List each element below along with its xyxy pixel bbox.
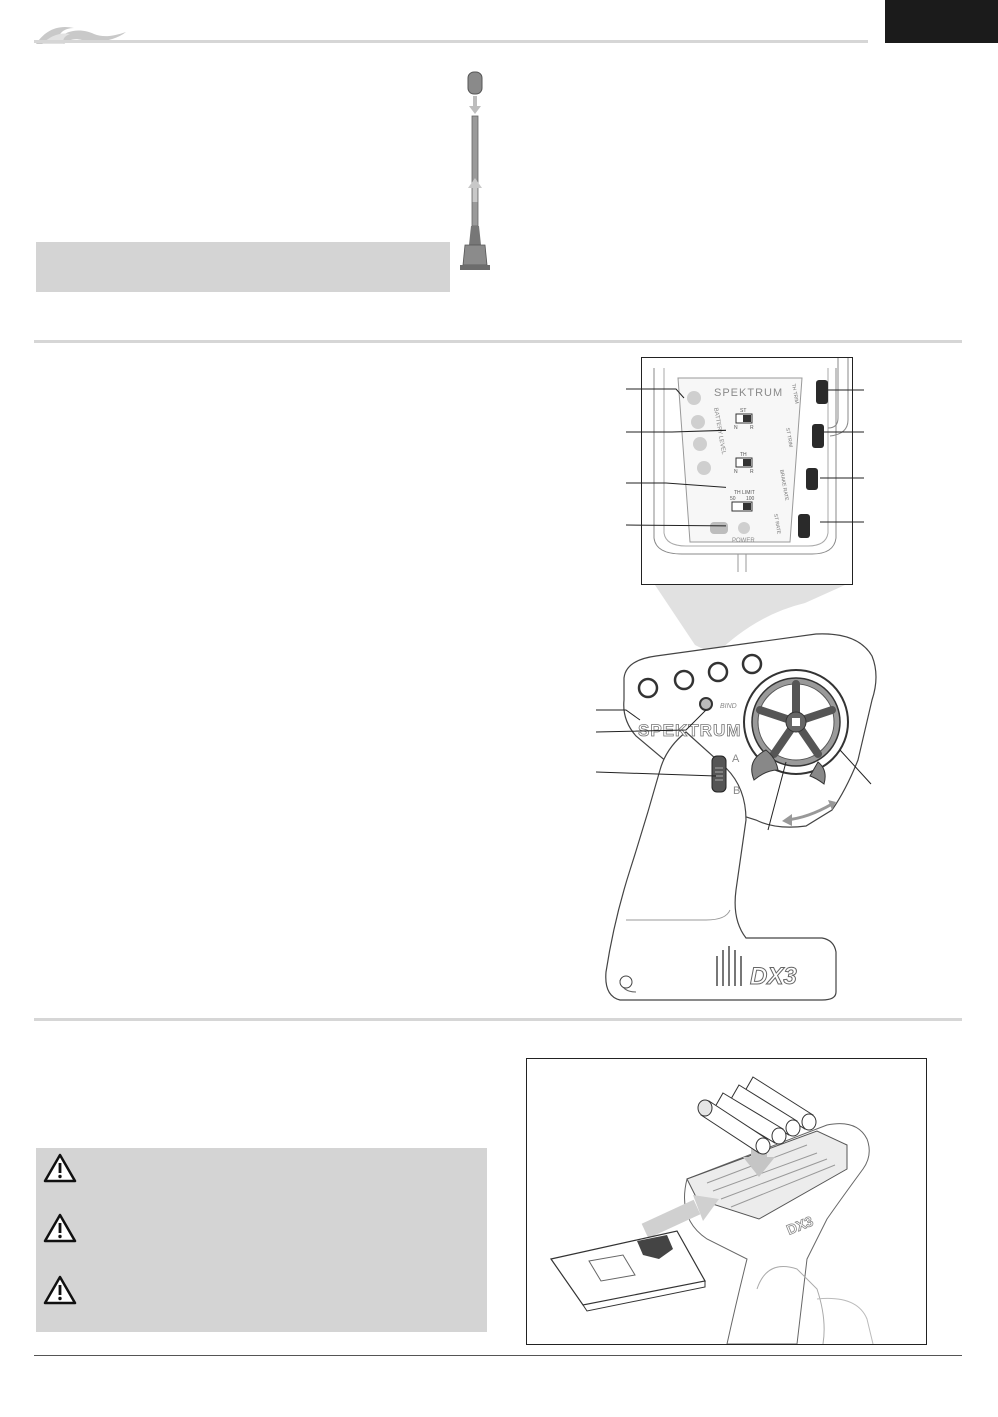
warning-triangle-icon	[43, 1275, 77, 1305]
note-box	[36, 242, 450, 292]
battery-cover-icon	[551, 1231, 705, 1311]
th-trim-label: TH TRIM	[790, 383, 800, 405]
panel-callouts-left	[626, 380, 726, 540]
knob-3	[709, 663, 727, 681]
svg-text:DX3: DX3	[750, 963, 797, 990]
svg-text:N: N	[734, 469, 738, 475]
svg-text:TH: TH	[740, 452, 747, 458]
warning-triangle-icon	[43, 1213, 77, 1243]
brake-rate-label: BRAKE RATE	[778, 469, 790, 502]
page-number-tab	[885, 0, 998, 43]
battery-installation-figure	[526, 1058, 927, 1345]
section-rule-batteries	[34, 1018, 962, 1021]
footer-rule	[34, 1355, 962, 1356]
antenna-cap	[468, 72, 482, 94]
svg-text:R: R	[750, 425, 754, 431]
header-rule	[34, 40, 868, 43]
bind-label: BIND	[720, 703, 737, 710]
warnings-box	[36, 1148, 487, 1332]
section-rule-controls	[34, 340, 962, 343]
st-trim-label: ST TRIM	[784, 427, 794, 448]
svg-text:100: 100	[746, 496, 755, 502]
svg-text:R: R	[750, 469, 754, 475]
power-button[interactable]	[738, 522, 750, 534]
battery-figure-logo: DX3	[784, 1212, 816, 1238]
switch-b-label: B	[733, 785, 741, 797]
body-brand: SPEKTRUM	[638, 721, 742, 740]
cover-slide-arrow	[645, 1207, 697, 1231]
panel-callouts-right	[820, 380, 870, 540]
svg-text:ST: ST	[740, 408, 747, 414]
svg-text:50: 50	[730, 496, 736, 502]
svg-text:TH LIMIT: TH LIMIT	[734, 490, 755, 496]
brake-rate-knob[interactable]	[806, 468, 818, 490]
st-rate-label: ST RATE	[772, 513, 782, 535]
st-rate-knob[interactable]	[798, 514, 810, 538]
panel-brand: SPEKTRUM	[714, 387, 784, 399]
antenna-rod	[472, 116, 478, 226]
power-label: POWER	[732, 538, 755, 544]
svg-text:N: N	[734, 425, 738, 431]
battery-level-label: BATTERY LEVEL	[712, 407, 727, 455]
switch-a-label: A	[732, 753, 740, 765]
warning-triangle-icon	[43, 1153, 77, 1183]
antenna-illustration	[455, 70, 495, 280]
knob-4	[743, 655, 761, 673]
body-callouts	[596, 690, 876, 840]
knob-2	[675, 671, 693, 689]
